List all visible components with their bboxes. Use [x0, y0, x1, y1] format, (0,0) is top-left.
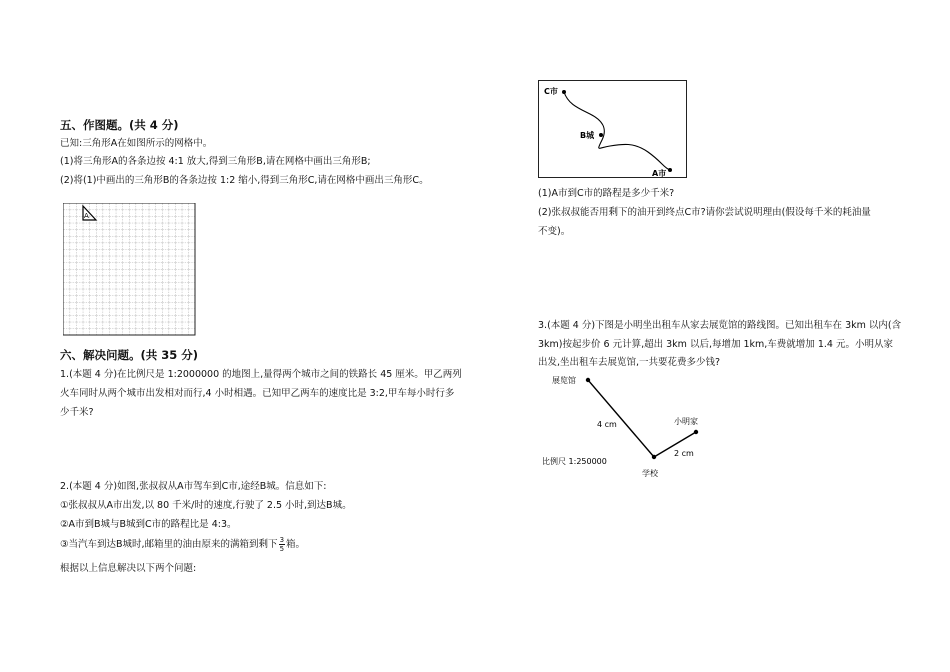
p2-item3-text: ③当汽车到达B城时,邮箱里的油由原来的满箱到剩下 [60, 539, 278, 550]
city-a-dot [668, 168, 672, 172]
city-a-label: A市 [652, 169, 667, 178]
p2-item3 [60, 536, 305, 553]
map-figure [538, 80, 688, 180]
fraction-den: 5 [279, 545, 285, 553]
exhibit-label: 展览馆 [552, 376, 576, 385]
section6-title: 六、解决问题。(共 35 分) [60, 348, 199, 362]
distance-2cm: 2 cm [674, 449, 694, 458]
city-b-dot [599, 133, 603, 137]
fraction-num: 3 [279, 536, 285, 544]
sec5-q2: (2)将(1)中画出的三角形B的各条边按 1:2 缩小,得到三角形C,请在网格中画出三角形C。 [60, 175, 429, 186]
q2-2b: 不变)。 [538, 226, 571, 237]
exhibit-dot [586, 378, 590, 382]
p3-line3: 出发,坐出租车去展览馆,一共要花费多少钱? [538, 357, 721, 368]
city-b-label: B城 [580, 131, 595, 140]
triangle-a-label: A [84, 212, 89, 220]
p2-intro: 2.(本题 4 分)如图,张叔叔从A市驾车到C市,途经B城。信息如下: [60, 481, 327, 492]
q2-2: (2)张叔叔能否用剩下的油开到终点C市?请你尝试说明理由(假设每千米的耗油量 [538, 207, 871, 218]
route-figure [538, 372, 718, 482]
city-c-dot [562, 90, 566, 94]
distance-4cm: 4 cm [597, 420, 617, 429]
city-c-label: C市 [544, 87, 558, 96]
p2-item2: ②A市到B城与B城到C市的路程比是 4:3。 [60, 519, 237, 530]
sec5-known: 已知:三角形A在如图所示的网格中。 [60, 138, 213, 149]
p1-line1: 1.(本题 4 分)在比例尺是 1:2000000 的地图上,量得两个城市之间的铁路长 45 厘米。甲乙两列 [60, 369, 462, 380]
route-exhibit-school [588, 380, 654, 457]
home-dot [694, 430, 698, 434]
scale-label: 比例尺 1:250000 [542, 457, 607, 466]
p1-line2: 火车同时从两个城市出发相对而行,4 小时相遇。已知甲乙两车的速度比是 3:2,甲车每小时行多 [60, 388, 455, 399]
home-label: 小明家 [674, 417, 698, 426]
q2-1: (1)A市到C市的路程是多少千米? [538, 188, 675, 199]
p2-item1: ①张叔叔从A市出发,以 80 千米/时的速度,行驶了 2.5 小时,到达B城。 [60, 500, 352, 511]
p1-line3: 少千米? [60, 407, 94, 418]
sec5-q1: (1)将三角形A的各条边按 4:1 放大,得到三角形B,请在网格中画出三角形B; [60, 156, 371, 167]
school-label: 学校 [642, 469, 658, 478]
section5-title: 五、作图题。(共 4 分) [60, 118, 179, 132]
p3-line1: 3.(本题 4 分)下图是小明坐出租车从家去展览馆的路线图。已知出租车在 3km 以内(含 [538, 320, 902, 331]
p3-line2: 3km)按起步价 6 元计算,超出 3km 以后,每增加 1km,车费就增加 1.4 元。小明从家 [538, 339, 893, 350]
p2-solve: 根据以上信息解决以下两个问题: [60, 563, 197, 574]
school-dot [652, 455, 656, 459]
fraction [279, 536, 285, 553]
p2-item3-end: 箱。 [286, 539, 306, 550]
grid-figure [63, 203, 196, 336]
